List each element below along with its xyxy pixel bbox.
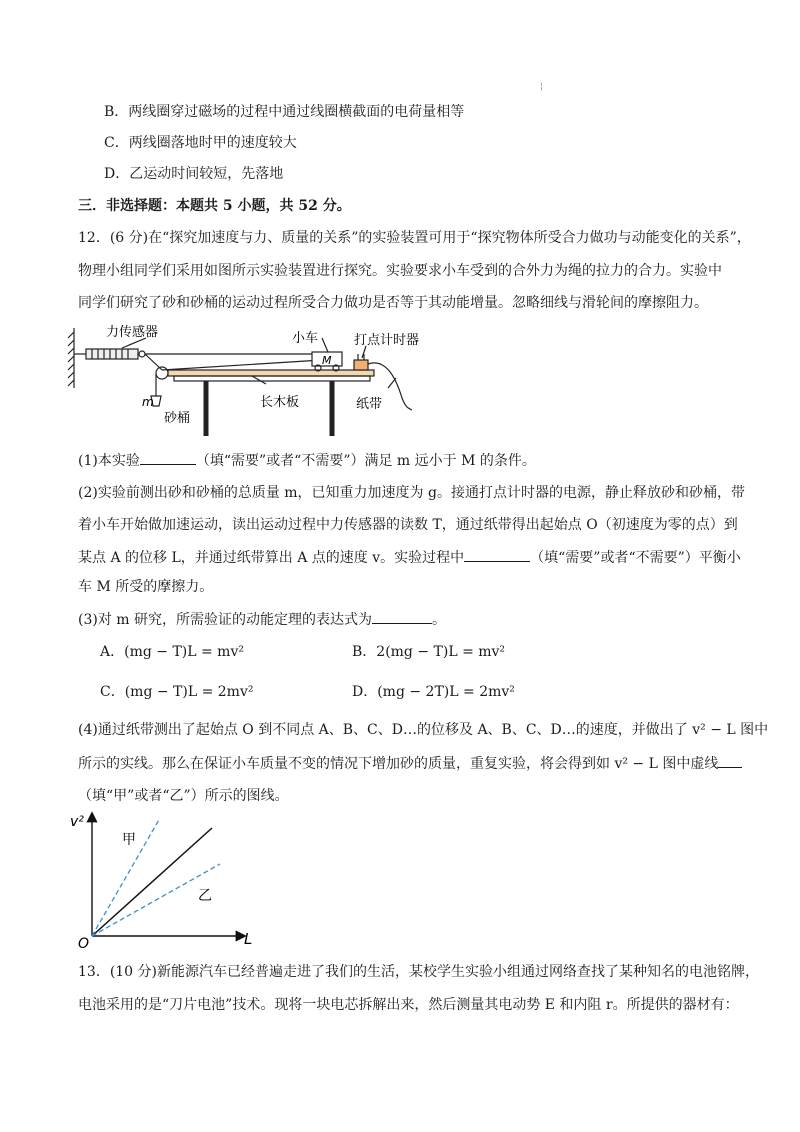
q12-part2-line4: 车 M 所受的摩擦力。 bbox=[78, 579, 214, 595]
y-axis-label: v² bbox=[70, 814, 84, 830]
header-mark: ¦ bbox=[540, 82, 544, 92]
q12-line2: 物理小组同学们采用如图所示实验装置进行探究。实验要求小车受到的合外力为绳的拉力的合力。实验中 bbox=[78, 263, 722, 279]
section-heading: 三．非选择题：本题共 5 小题，共 52 分。 bbox=[78, 198, 351, 214]
q12-part4-line1: (4)通过纸带测出了起始点 O 到不同点 A、B、C、D…的位移及 A、B、C、D…的速度，并做出了 v² − L 图中 bbox=[78, 722, 769, 738]
q12-part2-line3-b: （填“需要”或者“不需要”）平衡小 bbox=[530, 550, 741, 566]
option-b: B．两线圈穿过磁场的过程中通过线圈横截面的电荷量相等 bbox=[104, 104, 465, 120]
origin-label: O bbox=[78, 936, 90, 948]
answer-blank-2[interactable] bbox=[464, 547, 530, 562]
label-tape: 纸带 bbox=[356, 397, 383, 412]
x-axis-label: L bbox=[244, 930, 253, 948]
q12-part1 bbox=[78, 450, 536, 471]
label-sensor: 力传感器 bbox=[106, 325, 159, 340]
label-cart: 小车 bbox=[292, 331, 319, 346]
option-d: D．乙运动时间较短，先落地 bbox=[104, 166, 284, 182]
choice-c[interactable]: C．(mg − T)L = 2mv² bbox=[100, 684, 254, 700]
q12-line1: 12．(6 分)在“探究加速度与力、质量的关系”的实验装置可用于“探究物体所受合力做功与动能变化的关系”， bbox=[78, 230, 751, 246]
q12-part2-line3-a: 某点 A 的位移 L，并通过纸带算出 A 点的速度 v。实验过程中 bbox=[78, 550, 465, 566]
q12-part2-line1: (2)实验前测出砂和砂桶的总质量 m，已知重力加速度为 g。接通打点计时器的电源，静止释放砂和砂桶，带 bbox=[78, 485, 745, 501]
label-yi: 乙 bbox=[198, 888, 212, 904]
q12-part3-text-a: (3)对 m 研究，所需验证的动能定理的表达式为 bbox=[78, 612, 373, 628]
q12-part4-line2-a: 所示的实线。那么在保证小车质量不变的情况下增加砂的质量，重复实验，将会得到如 v² − L 图中虚线 bbox=[78, 756, 719, 772]
q12-part3-text-b: 。 bbox=[432, 612, 447, 628]
choice-d[interactable]: D．(mg − 2T)L = 2mv² bbox=[352, 684, 515, 700]
q12-part1-text-a: (1)本实验 bbox=[78, 453, 140, 469]
v2-L-graph bbox=[64, 808, 274, 948]
solid-line bbox=[92, 828, 212, 936]
label-bucket: 砂桶 bbox=[164, 411, 191, 426]
q12-part2-line3 bbox=[78, 547, 741, 568]
answer-blank-1[interactable] bbox=[140, 450, 196, 465]
label-cart-mass: M bbox=[322, 354, 332, 367]
option-c: C．两线圈落地时甲的速度较大 bbox=[104, 135, 297, 151]
label-timer: 打点计时器 bbox=[354, 333, 420, 348]
choice-a[interactable]: A．(mg − T)L = mv² bbox=[100, 644, 244, 660]
q13-line1: 13．(10 分)新能源汽车已经普遍走进了我们的生活，某校学生实验小组通过网络查找了某种知名的电池铭牌， bbox=[78, 964, 760, 980]
answer-blank-4[interactable] bbox=[718, 753, 742, 768]
q12-part4-line3: （填“甲”或者“乙”）所示的图线。 bbox=[78, 788, 289, 804]
q12-part1-text-b: （填“需要”或者“不需要”）满足 m 远小于 M 的条件。 bbox=[195, 453, 536, 469]
q12-line3: 同学们研究了砂和砂桶的运动过程所受合力做功是否等于其动能增量。忽略细线与滑轮间的摩擦阻力。 bbox=[78, 295, 708, 311]
apparatus-diagram bbox=[66, 318, 426, 440]
label-board: 长木板 bbox=[260, 395, 300, 410]
label-bucket-mass: m bbox=[142, 395, 154, 409]
label-jia: 甲 bbox=[122, 832, 136, 848]
q12-part3 bbox=[78, 609, 446, 630]
q12-part2-line2: 着小车开始做加速运动，读出运动过程中力传感器的读数 T，通过纸带得出起始点 O（初速度为零的点）到 bbox=[78, 517, 738, 533]
q13-line2: 电池采用的是“刀片电池”技术。现将一块电芯拆解出来，然后测量其电动势 E 和内阻 r。所提供的器材有： bbox=[78, 997, 739, 1013]
q12-part4-line2 bbox=[78, 753, 742, 774]
answer-blank-3[interactable] bbox=[372, 609, 432, 624]
choice-b[interactable]: B．2(mg − T)L = mv² bbox=[352, 644, 506, 660]
